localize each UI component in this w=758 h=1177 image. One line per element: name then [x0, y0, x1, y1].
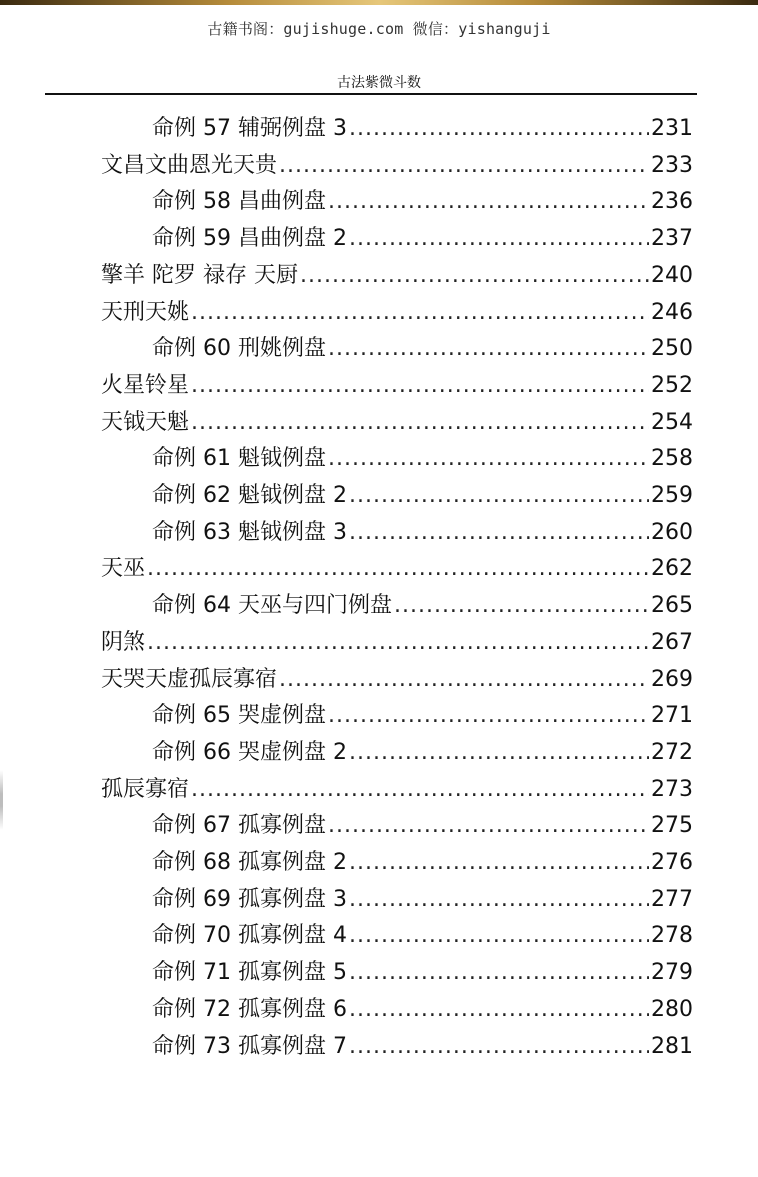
toc-entry-title: 命例 63 魁钺例盘 3	[152, 519, 347, 545]
toc-dot-leader	[147, 553, 649, 585]
toc-entry[interactable]	[152, 994, 693, 1026]
toc-entry-page: 259	[651, 483, 693, 508]
toc-dot-leader	[349, 920, 649, 952]
toc-dot-leader	[300, 260, 649, 292]
toc-entry[interactable]	[101, 553, 693, 585]
toc-entry-page: 231	[651, 116, 693, 141]
toc-dot-leader	[349, 113, 649, 145]
toc-entry[interactable]	[152, 737, 693, 769]
toc-entry-title: 天巫	[101, 556, 146, 582]
toc-entry-title: 命例 65 哭虚例盘	[152, 703, 326, 729]
toc-dot-leader	[328, 443, 649, 475]
toc-entry-page: 240	[651, 262, 693, 288]
toc-entry[interactable]	[152, 443, 693, 475]
toc-entry-title: 命例 73 孤寡例盘 7	[152, 1033, 347, 1059]
toc-entry-page: 260	[651, 519, 693, 545]
toc-entry[interactable]	[152, 113, 693, 145]
top-border-band	[0, 0, 758, 5]
toc-entry-page: 273	[651, 776, 693, 802]
toc-entry-title: 命例 69 孤寡例盘 3	[152, 886, 347, 912]
toc-entry-title: 孤辰寡宿	[101, 776, 190, 802]
toc-entry-title: 文昌文曲恩光天贵	[101, 152, 278, 178]
toc-entry-title: 命例 58 昌曲例盘	[152, 189, 326, 215]
toc-dot-leader	[349, 884, 649, 916]
toc-dot-leader	[349, 480, 649, 512]
toc-entry[interactable]	[152, 920, 693, 952]
toc-entry-page: 276	[651, 850, 693, 875]
toc-entry[interactable]	[152, 700, 693, 732]
toc-entry[interactable]	[101, 407, 693, 439]
scan-edge-mark	[0, 770, 3, 830]
toc-entry-page: 280	[651, 996, 693, 1022]
toc-entry-page: 271	[651, 703, 693, 729]
toc-entry-title: 命例 67 孤寡例盘	[152, 813, 326, 839]
toc-entry-page: 236	[651, 189, 693, 215]
toc-entry[interactable]	[152, 1031, 693, 1063]
toc-entry-title: 火星铃星	[101, 372, 190, 398]
toc-entry-title: 天哭天虚孤辰寡宿	[101, 666, 278, 692]
toc-entry-page: 272	[651, 739, 693, 765]
running-head: 古法紫微斗数	[337, 75, 421, 91]
toc-entry-title: 命例 66 哭虚例盘 2	[152, 739, 347, 765]
toc-entry-page: 250	[651, 336, 693, 362]
toc-dot-leader	[394, 590, 649, 622]
toc-dot-leader	[191, 774, 649, 806]
toc-dot-leader	[328, 810, 649, 842]
toc-entry-page: 233	[651, 152, 693, 178]
toc-entry-page: 267	[651, 629, 693, 655]
toc-entry-page: 252	[651, 372, 693, 398]
toc-dot-leader	[279, 150, 649, 182]
toc-entry-page: 275	[651, 813, 693, 839]
toc-dot-leader	[279, 664, 649, 696]
toc-entry-title: 命例 71 孤寡例盘 5	[152, 960, 347, 986]
toc-entry[interactable]	[152, 480, 693, 512]
toc-dot-leader	[328, 333, 649, 365]
toc-entry-title: 命例 61 魁钺例盘	[152, 446, 326, 472]
toc-dot-leader	[328, 186, 649, 218]
toc-entry-title: 命例 68 孤寡例盘 2	[152, 850, 347, 875]
toc-entry-title: 命例 59 昌曲例盘 2	[152, 226, 347, 252]
toc-entry-title: 命例 62 魁钺例盘 2	[152, 483, 347, 508]
toc-entry-title: 擎羊 陀罗 禄存 天厨	[101, 262, 298, 288]
toc-entry-page: 279	[651, 960, 693, 986]
toc-entry-title: 命例 70 孤寡例盘 4	[152, 923, 347, 949]
toc-dot-leader	[328, 700, 649, 732]
toc-entry[interactable]	[152, 223, 693, 255]
toc-dot-leader	[349, 994, 649, 1026]
toc-entry-title: 命例 72 孤寡例盘 6	[152, 996, 347, 1022]
toc-dot-leader	[191, 407, 649, 439]
toc-entry-page: 262	[651, 556, 693, 582]
toc-entry[interactable]	[152, 590, 693, 622]
toc-dot-leader	[349, 517, 649, 549]
toc-entry-page: 281	[651, 1033, 693, 1059]
toc-dot-leader	[349, 847, 649, 879]
toc-dot-leader	[349, 1031, 649, 1063]
toc-entry[interactable]	[152, 847, 693, 879]
watermark-text: 古籍书阁：gujishuge.com 微信：yishanguji	[207, 20, 551, 38]
toc-entry[interactable]	[152, 186, 693, 218]
toc-entry[interactable]	[101, 664, 693, 696]
toc-entry[interactable]	[152, 810, 693, 842]
toc-dot-leader	[191, 297, 649, 329]
toc-entry-title: 命例 57 辅弼例盘 3	[152, 116, 347, 141]
toc-entry[interactable]	[101, 774, 693, 806]
toc-entry[interactable]	[101, 260, 693, 292]
toc-dot-leader	[191, 370, 649, 402]
toc-entry[interactable]	[101, 370, 693, 402]
toc-entry-title: 命例 60 刑姚例盘	[152, 336, 326, 362]
toc-entry-page: 269	[651, 666, 693, 692]
toc-entry[interactable]	[152, 957, 693, 989]
toc-entry[interactable]	[101, 627, 693, 659]
toc-entry-title: 阴煞	[101, 629, 146, 655]
toc-entry-title: 命例 64 天巫与四门例盘	[152, 593, 392, 619]
toc-entry-title: 天钺天魁	[101, 409, 190, 435]
toc-entry[interactable]	[101, 297, 693, 329]
toc-entry[interactable]	[152, 884, 693, 916]
toc-dot-leader	[349, 957, 649, 989]
header-rule	[45, 93, 697, 95]
toc-entry-page: 277	[651, 886, 693, 912]
toc-entry-title: 天刑天姚	[101, 299, 190, 325]
toc-entry-page: 258	[651, 446, 693, 472]
toc-entry-page: 254	[651, 409, 693, 435]
toc-dot-leader	[349, 223, 649, 255]
toc-entry-page: 246	[651, 299, 693, 325]
toc-entry[interactable]	[152, 517, 693, 549]
toc-entry-page: 265	[651, 593, 693, 619]
toc-dot-leader	[349, 737, 649, 769]
toc-entry-page: 237	[651, 226, 693, 252]
toc-dot-leader	[147, 627, 649, 659]
toc-entry-page: 278	[651, 923, 693, 949]
toc-entry[interactable]	[152, 333, 693, 365]
toc-entry[interactable]	[101, 150, 693, 182]
